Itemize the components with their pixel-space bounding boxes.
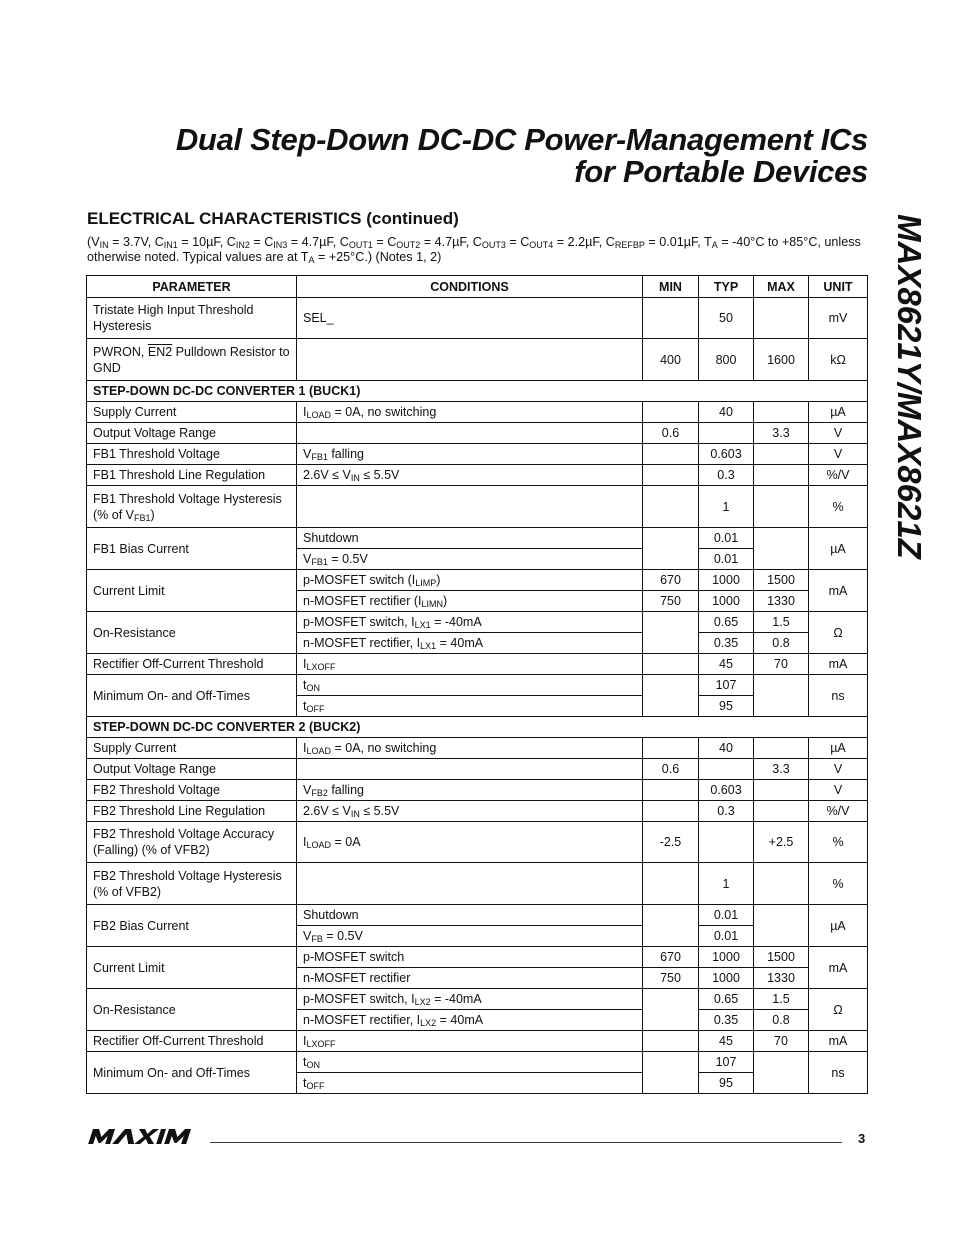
table-row: Current Limit p-MOSFET switch 670 1000 1500 mA: [87, 947, 868, 968]
side-part-number: [878, 214, 928, 594]
col-header-min: MIN: [643, 276, 699, 298]
table-row: Rectifier Off-Current Threshold $I_{LXOFF}$ 45 70 mA: [87, 654, 868, 675]
table-row: $t_{OFF}$ 95: [87, 696, 868, 717]
col-header-typ: TYP: [699, 276, 754, 298]
maxim-logo: [88, 1126, 200, 1151]
table-row: $V_{FB1} = 0.5V$ 0.01: [87, 549, 868, 570]
table-row: FB1 Threshold Voltage Hysteresis (% of $V_{FB1}$) 1 %: [87, 486, 868, 528]
table-header-row: [87, 276, 868, 298]
table-row: Minimum On- and Off-Times $t_{ON}$ 107 ns: [87, 675, 868, 696]
table-row: PWRON, EN2 Pulldown Resistor to GND 400 800 1600 kΩ: [87, 339, 868, 381]
page-number: 3: [858, 1131, 866, 1146]
table-row: FB1 Bias Current Shutdown 0.01 µA: [87, 528, 868, 549]
side-part-number-text: MAX8621Y/MAX8621Z: [891, 214, 928, 559]
table-row: Current Limit p-MOSFET switch $(I_{LIMP})$ 670 1000 1500 mA: [87, 570, 868, 591]
table-row: FB2 Threshold Line Regulation $2.6V \le V_{IN} \le 5.5V$ 0.3 %/V: [87, 801, 868, 822]
col-header-parameter: PARAMETER: [87, 276, 297, 298]
section-row-buck2: STEP-DOWN DC-DC CONVERTER 2 (BUCK2): [87, 717, 868, 738]
table-row: On-Resistance p-MOSFET switch, $I_{LX1} = -40mA$ 0.65 1.5 Ω: [87, 612, 868, 633]
section-row-buck1: STEP-DOWN DC-DC CONVERTER 1 (BUCK1): [87, 381, 868, 402]
table-row: $t_{OFF}$ 95: [87, 1073, 868, 1094]
title-line-2: for Portable Devices: [574, 154, 868, 189]
page-title: [176, 124, 868, 188]
test-conditions: ($V_{IN} = 3.7V$, $C_{IN1} = 10\mu F$, $C_{IN2} = C_{IN3} = 4.7\mu F$, $C_{OUT1} = C_{OUT2} = 4.7\mu F$, $C_{OUT3} = C_{OUT4} = 2.2\mu F$, $C_{REFBP} = 0.01\mu F$, $T_A = -40^\circ C$ to +85°C, unless otherwise noted. Typical values are at $T_A = +25^\circ C$.) (Notes 1, 2): [87, 235, 861, 265]
table-row: Output Voltage Range 0.6 3.3 V: [87, 759, 868, 780]
table-row: FB2 Threshold Voltage $V_{FB2}$ falling 0.603 V: [87, 780, 868, 801]
title-line-1: Dual Step-Down DC-DC Power-Management ICs: [175, 122, 868, 157]
electrical-characteristics-table: [86, 275, 868, 1094]
table-row: $V_{FB} = 0.5V$ 0.01: [87, 926, 868, 947]
col-header-conditions: CONDITIONS: [297, 276, 643, 298]
table-row: Supply Current $I_{LOAD} = 0A$, no switching 40 µA: [87, 402, 868, 423]
table-row: Supply Current $I_{LOAD} = 0A$, no switching 40 µA: [87, 738, 868, 759]
table-row: Minimum On- and Off-Times $t_{ON}$ 107 ns: [87, 1052, 868, 1073]
table-row: On-Resistance p-MOSFET switch, $I_{LX2} = -40mA$ 0.65 1.5 Ω: [87, 989, 868, 1010]
table-row: FB2 Threshold Voltage Hysteresis (% of VFB2) 1 %: [87, 863, 868, 905]
maxim-logo-mark: [88, 1126, 200, 1146]
table-row: Output Voltage Range 0.6 3.3 V: [87, 423, 868, 444]
table-row: n-MOSFET rectifier 750 1000 1330: [87, 968, 868, 989]
table-row: n-MOSFET rectifier, $I_{LX2} = 40mA$ 0.35 0.8: [87, 1010, 868, 1031]
table-row: FB2 Threshold Voltage Accuracy (Falling) (% of VFB2) $I_{LOAD} = 0A$ -2.5 +2.5 %: [87, 822, 868, 863]
footer-rule: [210, 1142, 842, 1143]
section-title: ELECTRICAL CHARACTERISTICS (continued): [87, 209, 459, 228]
col-header-max: MAX: [754, 276, 809, 298]
table-row: FB2 Bias Current Shutdown 0.01 µA: [87, 905, 868, 926]
table-row: Tristate High Input Threshold Hysteresis SEL_ 50 mV: [87, 298, 868, 339]
col-header-unit: UNIT: [809, 276, 868, 298]
table-row: n-MOSFET rectifier $(I_{LIMN})$ 750 1000 1330: [87, 591, 868, 612]
table-row: FB1 Threshold Voltage $V_{FB1}$ falling 0.603 V: [87, 444, 868, 465]
table-row: n-MOSFET rectifier, $I_{LX1} = 40mA$ 0.35 0.8: [87, 633, 868, 654]
table-row: FB1 Threshold Line Regulation $2.6V \le V_{IN} \le 5.5V$ 0.3 %/V: [87, 465, 868, 486]
table-row: Rectifier Off-Current Threshold $I_{LXOFF}$ 45 70 mA: [87, 1031, 868, 1052]
